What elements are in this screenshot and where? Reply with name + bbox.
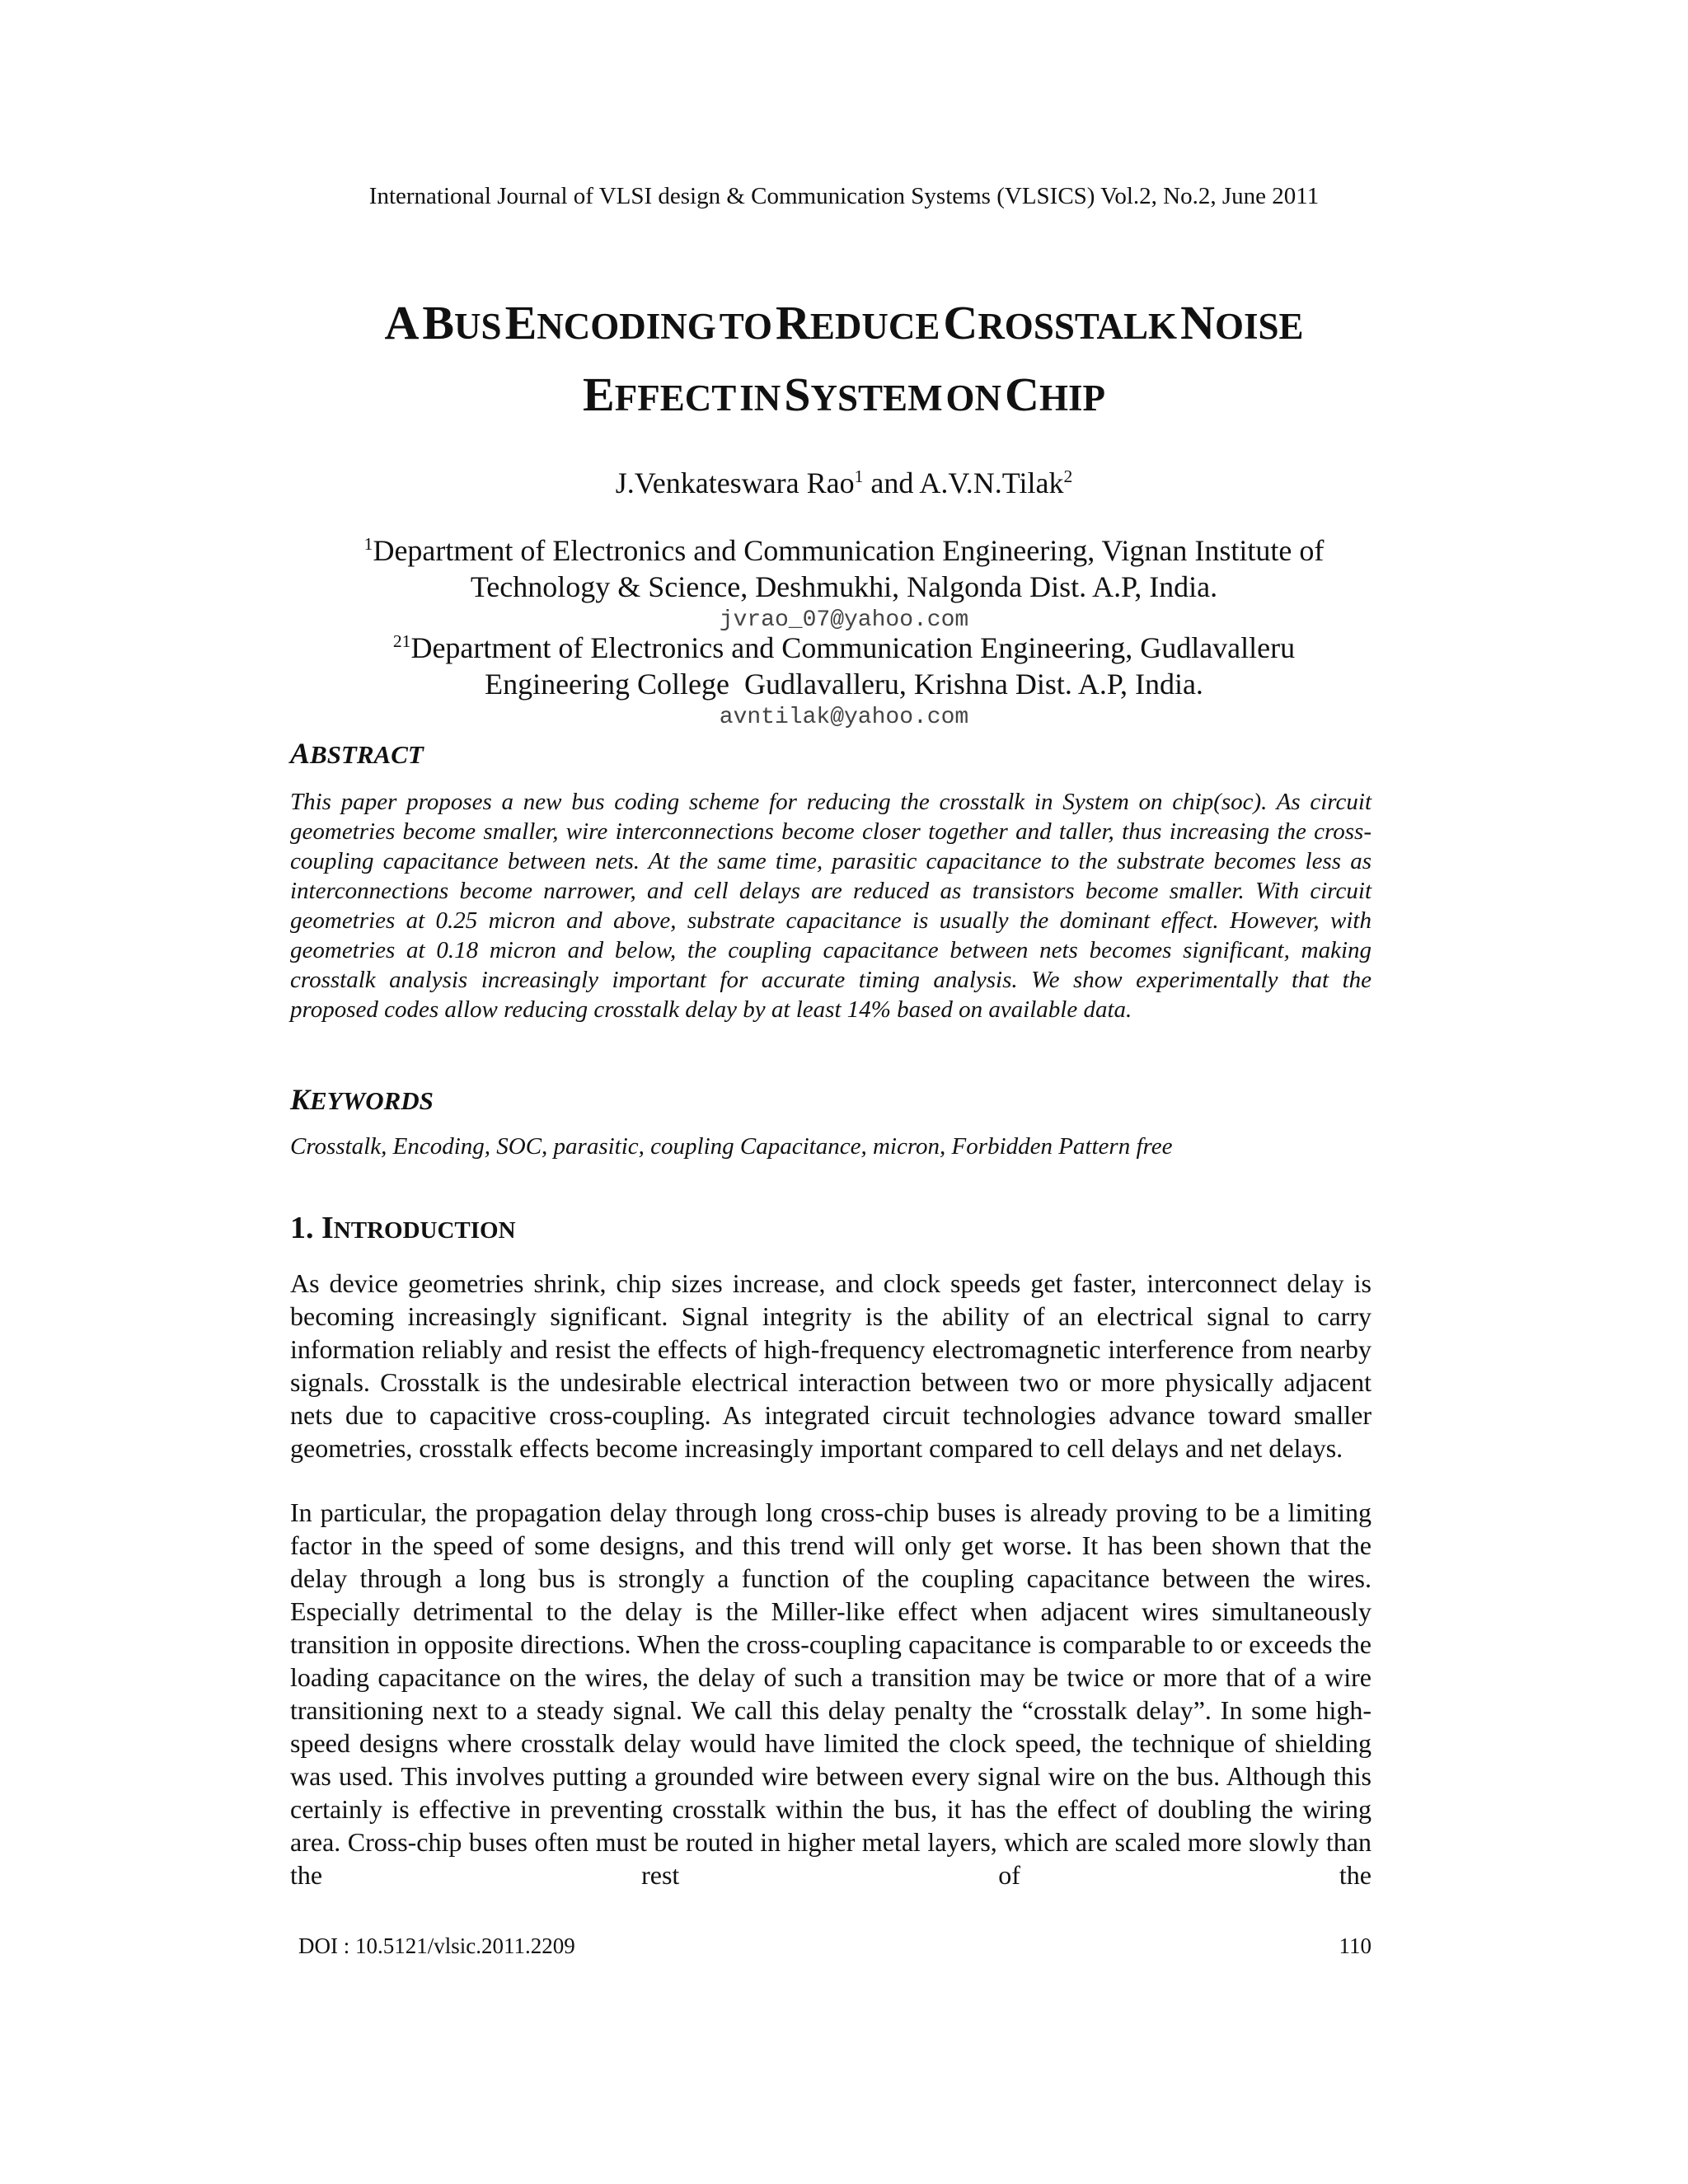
title-word-cap: E [504, 296, 537, 349]
affiliation-2 [0, 630, 1688, 702]
author-superscript: 1 [854, 466, 864, 486]
title-word-rest: YSTEM [810, 377, 943, 419]
title-word-cap: S [784, 368, 811, 421]
title-word-rest: ROSSTALK [978, 306, 1178, 347]
author-conjunction: and [863, 466, 920, 499]
author-name: J.Venkateswara Rao [615, 466, 855, 499]
title-line-1 [0, 293, 1688, 365]
affiliation-1 [0, 532, 1688, 605]
running-header: International Journal of VLSI design & Communication Systems (VLSICS) Vol.2, No.2, June 2011 [368, 183, 1320, 209]
title-word-cap: A [384, 296, 420, 349]
keywords-text: Crosstalk, Encoding, SOC, parasitic, coupling Capacitance, micron, Forbidden Pattern free [290, 1133, 1173, 1160]
author-name: A.V.N.Tilak [919, 466, 1064, 499]
title-word-rest: IN [739, 377, 781, 419]
title-word-rest: US [454, 306, 502, 347]
affiliation-line: Department of Electronics and Communication Engineering, Gudlavalleru [410, 631, 1296, 664]
title-word-rest: EDUCE [809, 306, 940, 347]
abstract-heading: ABSTRACT [290, 737, 424, 770]
abstract-text: This paper proposes a new bus coding scheme for reducing the crosstalk in System on chip(soc). As circuit geometries become smaller, wire interconnections become closer together and taller, thus increasing the cross-coupling capacitance between nets. At the same time, parasitic capacitance to the substrate becomes less as interconnections become narrower, and cell delays are reduced as transistors become smaller. With circuit geometries at 0.25 micron and above, substrate capacitance is usually the dominant effect. However, with geometries at 0.18 micron and below, the coupling capacitance between nets becomes significant, making crosstalk analysis increasingly important for accurate timing analysis. We show experimentally that the proposed codes allow reducing crosstalk delay by at least 14% based on available data. [290, 789, 1372, 1023]
title-word-rest: ON [945, 377, 1002, 419]
email-link[interactable]: avntilak@yahoo.com [719, 705, 969, 730]
affiliation-superscript: 1 [363, 534, 373, 554]
title-word-cap: R [776, 296, 810, 349]
footer-doi: DOI : 10.5121/vlsic.2011.2209 [298, 1933, 575, 1958]
authors-line [0, 466, 1688, 500]
affiliation-line: Technology & Science, Deshmukhi, Nalgonda Dist. A.P, India. [470, 570, 1218, 603]
title-word-rest: NCODING [537, 306, 716, 347]
title-word-cap: E [583, 368, 615, 421]
keywords-heading: KEYWORDS [290, 1083, 434, 1116]
title-word-rest: FFECT [614, 377, 737, 419]
introduction-heading: 1. INTRODUCTION [290, 1211, 516, 1245]
affiliation-line: Engineering College Gudlavalleru, Krishna Dist. A.P, India. [485, 668, 1203, 701]
title-word-rest: HIP [1039, 377, 1105, 419]
paper-title [0, 293, 1688, 437]
author-superscript: 2 [1063, 466, 1073, 486]
title-word-cap: C [1005, 368, 1039, 421]
affiliation-superscript: 21 [392, 631, 411, 651]
title-line-2 [0, 365, 1688, 437]
introduction-paragraph-2: In particular, the propagation delay through long cross-chip buses is already proving to be a limiting factor in the speed of some designs, and this trend will only get worse. It has been shown that the delay through a long bus is strongly a function of the coupling capacitance between the wires. Especially detrimental to the delay is the Miller-like effect when adjacent wires simultaneously transition in opposite directions. When the cross-coupling capacitance is comparable to or exceeds the loading capacitance on the wires, the delay of such a transition may be twice or more that of a wire transitioning next to a steady signal. We call this delay penalty the “crosstalk delay”. In some high-speed designs where crosstalk delay would have limited the clock speed, the technique of shielding was used. This involves putting a grounded wire between every signal wire on the bus. Although this certainly is effective in preventing crosstalk within the bus, it has the effect of doubling the wiring area. Cross-chip buses often must be routed in higher metal layers, which are scaled more slowly than the rest of the [290, 1497, 1372, 1890]
title-word-rest: TO [719, 306, 772, 347]
page-number: 110 [1339, 1933, 1372, 1958]
affiliation-line: Department of Electronics and Communication Engineering, Vignan Institute of [373, 534, 1325, 567]
title-word-cap: N [1180, 296, 1215, 349]
title-word-cap: B [422, 296, 455, 349]
title-word-rest: OISE [1214, 306, 1304, 347]
introduction-paragraph-1: As device geometries shrink, chip sizes increase, and clock speeds get faster, interconnect delay is becoming increasingly significant. Signal integrity is the ability of an electrical signal to carry information reliably and resist the effects of high-frequency electromagnetic interference from nearby signals. Crosstalk is the undesirable electrical interaction between two or more physically adjacent nets due to capacitive cross-coupling. As integrated circuit technologies advance toward smaller geometries, crosstalk effects become increasingly important compared to cell delays and net delays. [290, 1268, 1372, 1463]
email-link[interactable]: jvrao_07@yahoo.com [719, 607, 969, 633]
title-word-cap: C [943, 296, 978, 349]
